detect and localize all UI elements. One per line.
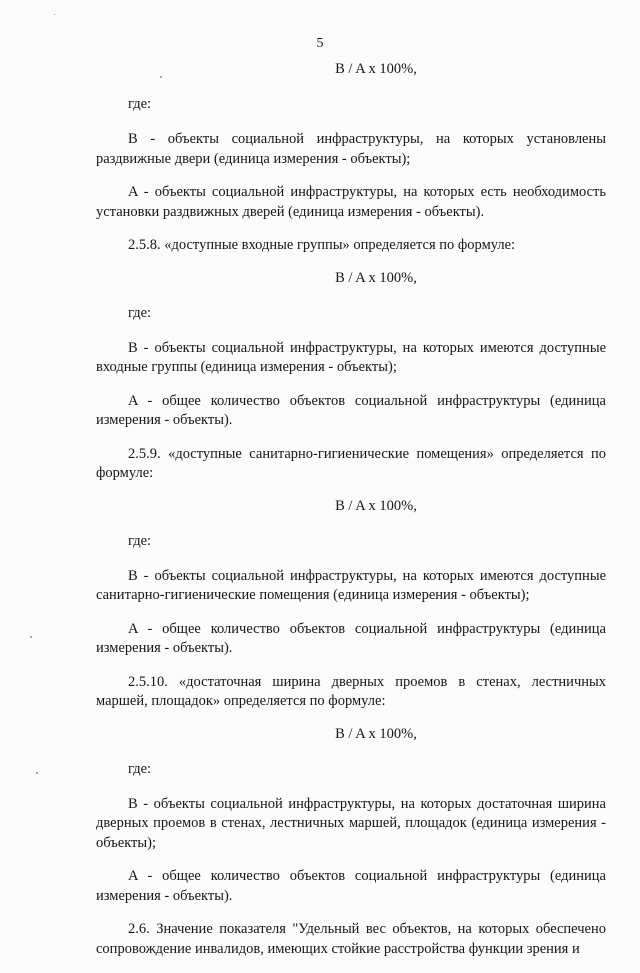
scan-speck	[36, 772, 38, 774]
page-number: 5	[316, 36, 324, 51]
definition-b-4: B - объекты социальной инфраструктуры, на которых достаточная ширина дверных проемов в стенах, лестничных маршей, площадок (единица измерения - объекты);	[96, 795, 606, 851]
definition-a-1: A - объекты социальной инфраструктуры, на которых есть необходимость установки раздвижных дверей (единица измерения - объекты).	[96, 184, 606, 220]
definition-a-3: A - общее количество объектов социальной инфраструктуры (единица измерения - объекты).	[96, 620, 606, 656]
definition-a-4: A - общее количество объектов социальной инфраструктуры (единица измерения - объекты).	[96, 868, 606, 904]
where-label-3: где:	[128, 532, 152, 549]
formula-3: B / A x 100%,	[335, 497, 417, 514]
definition-b-1: B - объекты социальной инфраструктуры, на которых установлены раздвижные двери (единица измерения - объекты);	[96, 131, 606, 167]
scan-speck	[30, 636, 32, 638]
formula-1: B / A x 100%,	[335, 61, 417, 77]
where-label-2: где:	[128, 304, 152, 321]
section-2-5-8: 2.5.8. «доступные входные группы» определяется по формуле:	[128, 237, 516, 253]
formula-2: B / A x 100%,	[335, 269, 417, 286]
definition-b-2: B - объекты социальной инфраструктуры, на которых имеются доступные входные группы (единица измерения - объекты);	[96, 339, 606, 375]
definition-b-3: B - объекты социальной инфраструктуры, на которых имеются доступные санитарно-гигиенические помещения (единица измерения - объекты);	[96, 567, 606, 603]
document-body	[96, 60, 606, 973]
section-2-5-9: 2.5.9. «доступные санитарно-гигиенические помещения» определяется по формуле:	[96, 445, 606, 481]
where-label-4: где:	[128, 760, 152, 777]
scan-speck	[160, 76, 162, 78]
scan-speck	[54, 14, 55, 15]
formula-4: B / A x 100%,	[335, 725, 417, 742]
section-2-5-10: 2.5.10. «достаточная ширина дверных проемов в стенах, лестничных маршей, площадок» определяется по формуле:	[96, 673, 606, 709]
where-label-1: где:	[128, 96, 152, 112]
definition-a-2: A - общее количество объектов социальной инфраструктуры (единица измерения - объекты).	[96, 392, 606, 428]
section-2-6: 2.6. Значение показателя "Удельный вес объектов, на которых обеспечено сопровождение инвалидов, имеющих стойкие расстройства функции зрения и	[96, 921, 606, 957]
